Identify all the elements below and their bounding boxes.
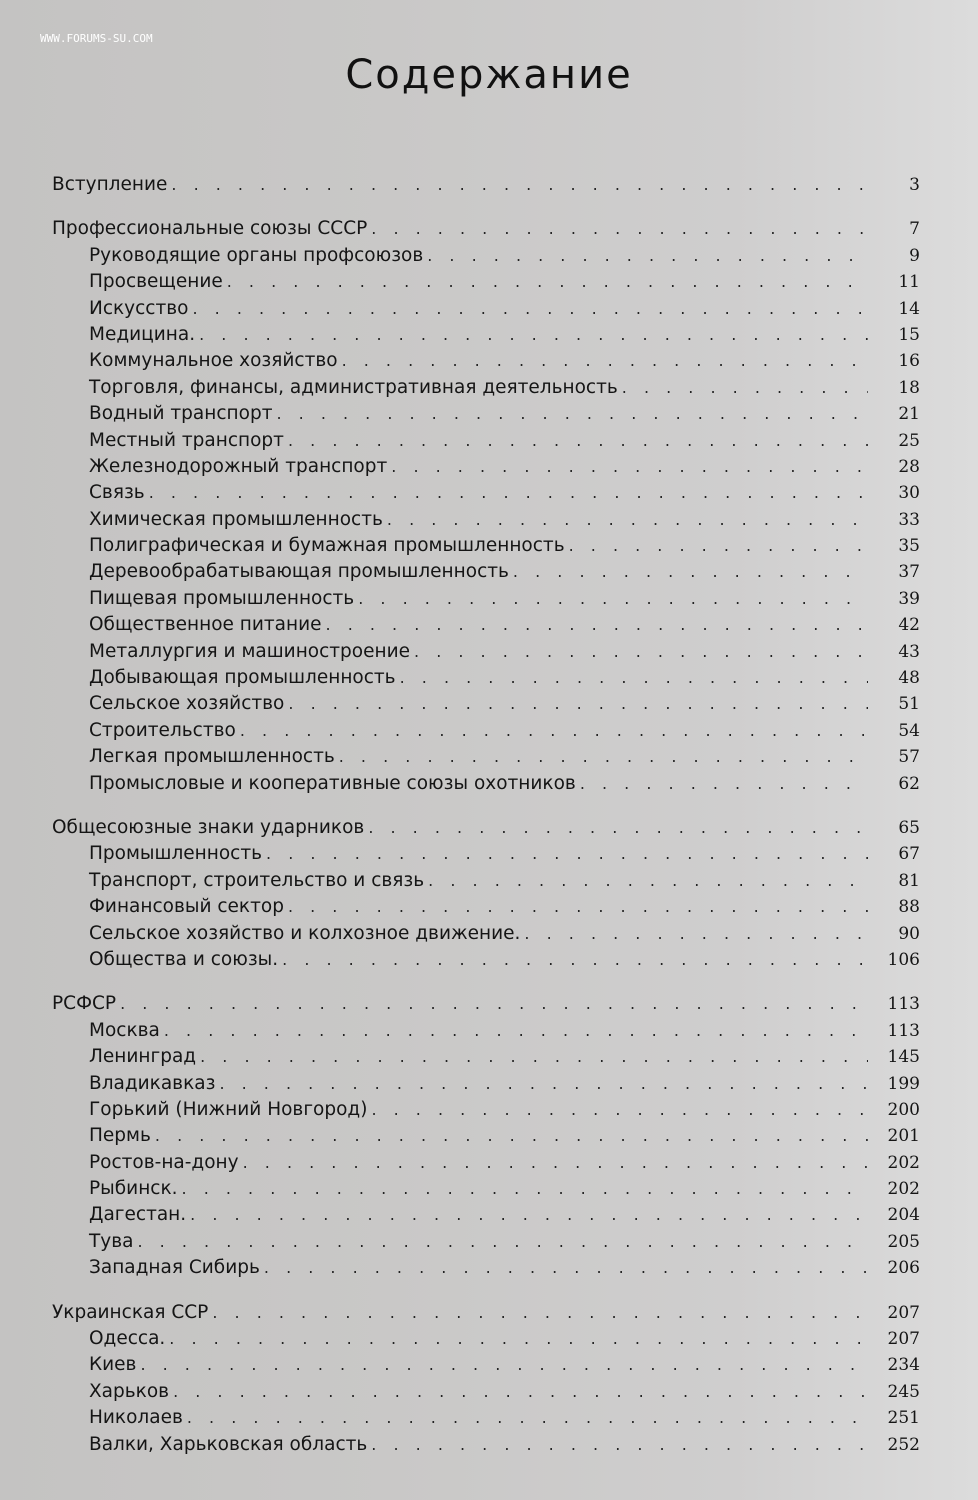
toc-entry-title: Промысловые и кооперативные союзы охотников [89, 772, 576, 794]
dot-leader [569, 533, 868, 559]
toc-entry-page-number: 200 [887, 1099, 920, 1120]
toc-entry-page-number: 30 [898, 483, 920, 504]
toc-entry[interactable] [52, 1255, 920, 1281]
toc-entry[interactable] [52, 947, 920, 973]
toc-entry-title: Пермь [89, 1125, 151, 1147]
toc-entry-title: Местный транспорт [89, 429, 284, 451]
toc-section-heading-title: РСФСР [52, 993, 117, 1015]
toc-section [52, 172, 920, 198]
toc-entry-title: Химическая промышленность [89, 508, 383, 530]
toc-entry-page-number: 245 [887, 1381, 920, 1402]
toc-entry[interactable] [52, 243, 920, 269]
toc-entry-title: Сельское хозяйство и колхозное движение. [89, 922, 521, 944]
dot-leader [288, 691, 868, 717]
dot-leader [524, 921, 868, 947]
toc-entry-page-number: 199 [887, 1073, 920, 1094]
toc-entry[interactable] [52, 1044, 920, 1070]
toc-entry-title: Финансовый сектор [89, 896, 284, 918]
toc-entry[interactable] [52, 718, 920, 744]
toc-section-heading-title: Общесоюзные знаки ударников [52, 816, 365, 838]
toc-entry-title: Горький (Нижний Новгород) [89, 1098, 368, 1120]
dot-leader [190, 1202, 868, 1228]
dot-leader [282, 947, 868, 973]
dot-leader [140, 1352, 868, 1378]
toc-entry-page-number: 35 [898, 536, 920, 557]
toc-entry[interactable] [52, 665, 920, 691]
toc-entry-page-number: 54 [898, 720, 920, 741]
dot-leader [288, 428, 868, 454]
toc-entry-title: Руководящие органы профсоюзов [89, 244, 424, 266]
toc-entry-title: Искусство [89, 297, 189, 319]
dot-leader [187, 1405, 868, 1431]
toc-entry-title: Валки, Харьковская область [89, 1433, 368, 1455]
toc-section [52, 815, 920, 973]
dot-leader [368, 815, 868, 841]
toc-entry[interactable] [52, 269, 920, 295]
toc-section-heading-page-number: 7 [909, 219, 920, 240]
toc-entry[interactable] [52, 771, 920, 797]
toc-section [52, 991, 920, 1281]
toc-entry-title: Пищевая промышленность [89, 587, 355, 609]
toc-entry-page-number: 25 [898, 430, 920, 451]
toc-entry[interactable] [52, 1123, 920, 1149]
toc-entry-page-number: 88 [898, 897, 920, 918]
toc-entry-page-number: 113 [887, 1020, 920, 1041]
toc-entry-title: Транспорт, строительство и связь [89, 869, 425, 891]
toc-section-heading-page-number: 207 [887, 1302, 920, 1323]
toc-entry-page-number: 57 [898, 747, 920, 768]
toc-entry-title: Торговля, финансы, административная деятельность [89, 376, 618, 398]
toc-entry-page-number: 62 [898, 773, 920, 794]
dot-leader [391, 454, 868, 480]
toc-entry[interactable] [52, 375, 920, 401]
toc-section-heading-page-number: 113 [887, 994, 920, 1015]
toc-entry[interactable] [52, 322, 920, 348]
toc-entry-page-number: 81 [898, 870, 920, 891]
toc-section-heading[interactable] [52, 216, 920, 242]
toc-section-heading-page-number: 65 [898, 817, 920, 838]
dot-leader [371, 1432, 868, 1458]
toc-entry-title: Водный транспорт [89, 403, 273, 425]
toc-section-heading-title: Профессиональные союзы СССР [52, 218, 368, 240]
toc-entry-page-number: 9 [909, 245, 920, 266]
page-title: Содержание [345, 52, 633, 98]
toc-entry-page-number: 43 [898, 641, 920, 662]
toc-entry[interactable] [52, 348, 920, 374]
toc-entry[interactable] [52, 1326, 920, 1352]
toc-entry-page-number: 202 [887, 1179, 920, 1200]
dot-leader [513, 559, 868, 585]
dot-leader [427, 243, 868, 269]
toc-entry-page-number: 67 [898, 844, 920, 865]
toc-entry[interactable] [52, 612, 920, 638]
toc-entry-title: Москва [89, 1019, 160, 1041]
toc-entry-page-number: 202 [887, 1152, 920, 1173]
dot-leader [371, 216, 868, 242]
dot-leader [339, 744, 868, 770]
dot-leader [164, 1018, 868, 1044]
dot-leader [371, 1097, 868, 1123]
toc-section-heading-title: Вступление [52, 174, 168, 195]
dot-leader [358, 586, 868, 612]
toc-entry-title: Коммунальное хозяйство [89, 350, 338, 372]
toc-entry-page-number: 39 [898, 588, 920, 609]
toc-section-heading[interactable] [52, 991, 920, 1017]
toc-entry-page-number: 145 [887, 1047, 920, 1068]
toc-entry[interactable] [52, 296, 920, 322]
dot-leader [138, 1229, 869, 1255]
toc-entry-title: Металлургия и машиностроение [89, 640, 411, 662]
toc-entry-page-number: 21 [898, 404, 920, 425]
toc-section-heading[interactable] [52, 172, 920, 198]
toc-entry[interactable] [52, 428, 920, 454]
dot-leader [149, 480, 868, 506]
toc-entry-page-number: 106 [887, 949, 920, 970]
toc-entry[interactable] [52, 1229, 920, 1255]
dot-leader [243, 1150, 868, 1176]
dot-leader [240, 718, 868, 744]
toc-entry[interactable] [52, 1176, 920, 1202]
toc-entry-page-number: 48 [898, 668, 920, 689]
dot-leader [326, 612, 868, 638]
toc-entry-title: Николаев [89, 1407, 183, 1429]
dot-leader [580, 771, 868, 797]
dot-leader [276, 401, 868, 427]
toc-entry-title: Полиграфическая и бумажная промышленность [89, 535, 565, 557]
toc-entry-page-number: 205 [887, 1231, 920, 1252]
toc-entry-title: Общества и союзы. [89, 948, 279, 970]
toc-entry[interactable] [52, 921, 920, 947]
toc-entry-page-number: 207 [887, 1329, 920, 1350]
toc-entry[interactable] [52, 1071, 920, 1097]
dot-leader [182, 1176, 868, 1202]
toc-entry[interactable] [52, 533, 920, 559]
toc-entry[interactable] [52, 401, 920, 427]
toc-entry[interactable] [52, 744, 920, 770]
dot-leader [173, 1379, 868, 1405]
toc-entry-title: Харьков [89, 1380, 170, 1402]
toc-entry-page-number: 251 [887, 1408, 920, 1429]
toc-entry-title: Ленинград [89, 1046, 197, 1068]
toc-entry-page-number: 28 [898, 456, 920, 477]
toc-entry-page-number: 234 [887, 1355, 920, 1376]
toc-entry-title: Общественное питание [89, 614, 322, 636]
toc-entry-title: Одесса. [89, 1328, 166, 1350]
toc-entry-page-number: 42 [898, 615, 920, 636]
toc-entry-page-number: 206 [887, 1258, 920, 1279]
dot-leader [414, 639, 868, 665]
toc-entry-title: Дагестан. [89, 1204, 187, 1226]
dot-leader [387, 507, 868, 533]
toc-entry[interactable] [52, 1379, 920, 1405]
watermark: WWW.FORUMS-SU.COM [40, 32, 153, 45]
toc-entry-page-number: 201 [887, 1126, 920, 1147]
toc-entry[interactable] [52, 480, 920, 506]
toc-entry-title: Медицина. [89, 323, 196, 345]
dot-leader [622, 375, 868, 401]
toc-entry[interactable] [52, 1202, 920, 1228]
dot-leader [219, 1071, 868, 1097]
dot-leader [200, 1044, 868, 1070]
toc-entry[interactable] [52, 894, 920, 920]
toc-entry[interactable] [52, 1352, 920, 1378]
toc-section-heading-title: Украинская ССР [52, 1301, 209, 1323]
dot-leader [155, 1123, 868, 1149]
toc-entry-page-number: 90 [898, 923, 920, 944]
dot-leader [264, 1255, 868, 1281]
toc-entry-page-number: 204 [887, 1205, 920, 1226]
toc-entry-title: Рыбинск. [89, 1178, 178, 1200]
dot-leader [266, 841, 868, 867]
toc-entry-title: Ростов-на-дону [89, 1151, 239, 1173]
toc-entry[interactable] [52, 454, 920, 480]
toc-entry-title: Строительство [89, 719, 236, 741]
toc-entry-page-number: 51 [898, 694, 920, 715]
toc-entry[interactable] [52, 1018, 920, 1044]
toc-entry-page-number: 15 [898, 324, 920, 345]
table-of-contents [52, 172, 920, 1476]
toc-entry-title: Деревообрабатывающая промышленность [89, 561, 509, 583]
toc-entry-page-number: 252 [887, 1434, 920, 1455]
dot-leader [199, 322, 868, 348]
dot-leader [171, 172, 868, 198]
toc-entry[interactable] [52, 559, 920, 585]
toc-entry[interactable] [52, 841, 920, 867]
toc-entry-title: Просвещение [89, 271, 223, 293]
dot-leader [227, 269, 868, 295]
toc-entry-page-number: 14 [898, 298, 920, 319]
toc-entry[interactable] [52, 1405, 920, 1431]
toc-section [52, 216, 920, 797]
toc-entry[interactable] [52, 868, 920, 894]
toc-entry-title: Железнодорожный транспорт [89, 455, 388, 477]
toc-entry-page-number: 37 [898, 562, 920, 583]
toc-section-heading[interactable] [52, 1300, 920, 1326]
toc-entry-page-number: 11 [898, 272, 920, 293]
toc-entry-title: Западная Сибирь [89, 1257, 260, 1279]
toc-entry-title: Легкая промышленность [89, 746, 335, 768]
toc-entry[interactable] [52, 1097, 920, 1123]
toc-entry[interactable] [52, 1432, 920, 1458]
dot-leader [428, 868, 868, 894]
toc-entry[interactable] [52, 691, 920, 717]
toc-entry-title: Тува [89, 1230, 134, 1252]
toc-entry-title: Сельское хозяйство [89, 693, 285, 715]
toc-entry[interactable] [52, 1150, 920, 1176]
dot-leader [288, 894, 868, 920]
dot-leader [169, 1326, 868, 1352]
dot-leader [400, 665, 868, 691]
dot-leader [120, 991, 868, 1017]
toc-section-heading[interactable] [52, 815, 920, 841]
toc-entry-title: Владикавказ [89, 1072, 216, 1094]
toc-entry-title: Промышленность [89, 843, 263, 865]
dot-leader [192, 296, 868, 322]
toc-section-heading-page-number: 3 [909, 175, 920, 195]
toc-section [52, 1300, 920, 1458]
toc-entry-title: Киев [89, 1354, 137, 1376]
toc-entry-page-number: 33 [898, 509, 920, 530]
toc-entry-page-number: 16 [898, 351, 920, 372]
dot-leader [212, 1300, 868, 1326]
dot-leader [342, 348, 868, 374]
toc-entry[interactable] [52, 507, 920, 533]
toc-entry[interactable] [52, 586, 920, 612]
toc-entry-title: Добывающая промышленность [89, 667, 396, 689]
toc-entry-page-number: 18 [898, 377, 920, 398]
toc-entry-title: Связь [89, 482, 145, 504]
toc-entry[interactable] [52, 639, 920, 665]
